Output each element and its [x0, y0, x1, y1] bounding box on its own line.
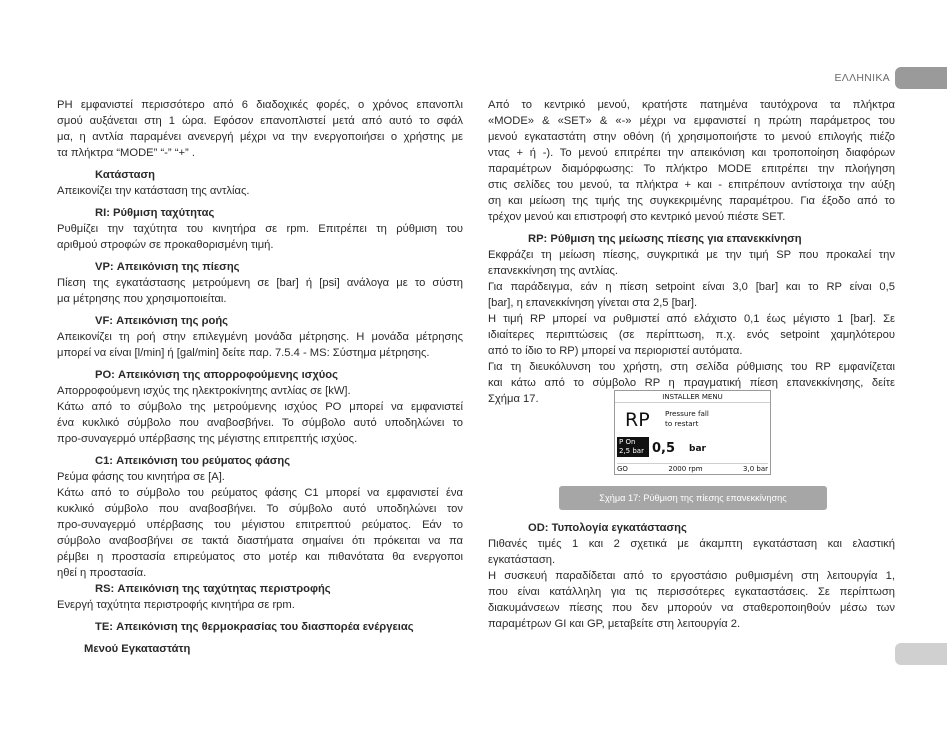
text-line: [bar], η επανεκκίνηση γίνεται στα 2,5 [bar].	[488, 297, 698, 309]
lcd-display-figure	[614, 390, 771, 475]
text-line: Η συσκευή παραδίδεται από το εργοστάσιο ρυθμισμένη στη λειτουργία 1,	[488, 570, 895, 582]
text-line: σμού αυξάνεται στη 1 ώρα. Εφόσον επανοπλιστεί μετά από αυτό το σφάλ	[57, 115, 463, 127]
lcd-status-bar	[617, 463, 768, 473]
page-number-tab	[895, 643, 947, 665]
text-line: μα, η αντλία παραμένει ανενεργή μέχρι να την ενεργοποιήσει ο χρήστης με	[57, 131, 463, 143]
text-line: ιδιαίτερες περιπτώσεις (σε περίπτωση, π.χ. ενός setpoint χαμηλότερου	[488, 329, 895, 341]
lcd-title: INSTALLER MENU	[615, 393, 770, 403]
text-line: από το ίδιο το RP) μπορεί να περιοριστεί αυτόματα.	[488, 345, 743, 357]
text-line: Σχήμα 17.	[488, 393, 539, 405]
language-label: ΕΛΛΗΝΙΚΑ	[834, 72, 890, 84]
text-line: ντας + ή -). Το μενού επιτρέπει την απεικόνιση και τροποποίηση διαφόρων	[488, 147, 895, 159]
section-heading-installer-menu: Μενού Εγκαταστάτη	[84, 643, 191, 655]
text-line: σύμβολο αναβοσβήνει σε τακτά διαστήματα σημαίνει ότι πρόκειται να πα	[57, 535, 463, 547]
lcd-parameter: RP	[625, 409, 650, 431]
section-heading-status: Κατάσταση	[95, 169, 155, 181]
lcd-unit: bar	[689, 444, 706, 454]
lcd-pon-value: 2,5 bar	[619, 447, 644, 455]
text-line: ΡΗ εμφανιστεί περισσότερο από 6 διαδοχικές φορές, ο χρόνος επανοπλι	[57, 99, 463, 111]
section-heading-vp: VP: Απεικόνιση της πίεσης	[95, 261, 240, 273]
text-line: Πίεση της εγκατάστασης μετρούμενη σε [bar] ή [psi] ανάλογα με το σύστη	[57, 277, 463, 289]
section-heading-po: PO: Απεικόνιση της απορροφούμενης ισχύος	[95, 369, 338, 381]
text-line: «MODE» & «SET» & «-» μέχρι να εμφανιστεί η πρώτη παράμετρος του	[488, 115, 895, 127]
section-heading-c1: C1: Απεικόνιση του ρεύματος φάσης	[95, 455, 291, 467]
text-line: ρέμβει η προστασία επιρεύματος στο μοτέρ και πιθανότατα θα ενεργοποι	[57, 551, 463, 563]
text-line: Απεικονίζει την κατάσταση της αντλίας.	[57, 185, 250, 197]
text-line: μπορεί να είναι [l/min] ή [gal/min] δείτε παρ. 7.5.4 - MS: Σύστημα μέτρησης.	[57, 347, 430, 359]
text-line: αριθμού στροφών σε προκαθορισμένη τιμή.	[57, 239, 274, 251]
text-line: Εκφράζει τη μείωση πίεσης, συγκριτικά με την τιμή SP που προκαλεί την	[488, 249, 895, 261]
text-line: Ρεύμα φάσης του κινητήρα σε [A].	[57, 471, 225, 483]
text-line: Ρυθμίζει την ταχύτητα του κινητήρα σε rpm. Επιτρέπει τη ρύθμιση του	[57, 223, 463, 235]
text-line: παραμέτρων διαμόρφωσης: Το πλήκτρο MODE επιτρέπει την πλοήγηση	[488, 163, 895, 175]
figure-caption: Σχήμα 17: Ρύθμιση της πίεσης επανεκκίνησης	[559, 486, 827, 510]
lcd-value: 0,5	[652, 441, 676, 456]
section-heading-vf: VF: Απεικόνιση της ροής	[95, 315, 228, 327]
text-line: τα πλήκτρα “MODE” “-” “+” .	[57, 147, 195, 159]
text-line: τρέχον μενού και επιστροφή στο κεντρικό μενού πιέστε SET.	[488, 211, 786, 223]
text-line: παραμέτρων GI και GP, μεταβείτε στη λειτουργία 2.	[488, 618, 741, 630]
left-column	[57, 97, 463, 657]
text-line: ένα κυκλικό σύμβολο που αναβοσβήνει. Το σύμβολο αυτό υποδηλώνει το	[57, 417, 463, 429]
text-line: επανεκκίνηση της αντλίας.	[488, 265, 618, 277]
text-line: μενού εγκαταστάτη στην οθόνη (ή χρησιμοποιήστε το μενού επιλογής πιέζο	[488, 131, 895, 143]
lcd-pon-label: P On	[619, 438, 636, 446]
text-line: Απεικονίζει τη ροή στην επιλεγμένη μονάδα μέτρησης. Η μονάδα μέτρησης	[57, 331, 463, 343]
text-line: μα μέτρησης που χρησιμοποιείται.	[57, 293, 227, 305]
lcd-status-pressure: 3,0 bar	[743, 465, 768, 473]
text-line: προ-συναγερμό υπέρβασης της μέγιστης επιτρεπτής ισχύος.	[57, 433, 358, 445]
text-line: κυκλικό σύμβολο που αναβοσβήνει. Το σύμβολο αυτό υποδηλώνει τον	[57, 503, 463, 515]
page-tab-marker	[895, 67, 947, 89]
section-heading-ri: RI: Ρύθμιση ταχύτητας	[95, 207, 215, 219]
text-line: ση και μείωση της τιμής της συγκεκριμένης παραμέτρου. Για έξοδο από το	[488, 195, 895, 207]
text-line: Για παράδειγμα, εάν η πίεση setpoint είναι 3,0 [bar] και το RP είναι 0,5	[488, 281, 895, 293]
text-line: διακυμάνσεων πίεσης που δεν μπορούν να σταθεροποιηθούν μέσω των	[488, 602, 895, 614]
lcd-message	[665, 409, 709, 429]
text-line: Κάτω από το σύμβολο της μετρούμενης ισχύος PO μπορεί να εμφανιστεί	[57, 401, 463, 413]
text-line: που είναι κατάλληλη για τις περισσότερες εγκαταστάσεις. Σε περίπτωση	[488, 586, 895, 598]
right-column-lower	[488, 520, 895, 632]
lcd-status-left: GO	[617, 465, 628, 473]
text-line: προ-συναγερμό υπέρβασης του μέγιστου επιτρεπτού ρεύματος. Εάν το	[57, 519, 463, 531]
text-line: Κάτω από το σύμβολο του ρεύματος φάσης C1 μπορεί να εμφανιστεί ένα	[57, 487, 463, 499]
section-heading-od: OD: Τυπολογία εγκατάστασης	[528, 522, 687, 534]
lcd-pon-box	[617, 437, 649, 457]
right-column	[488, 97, 895, 407]
lcd-status-rpm: 2000 rpm	[668, 465, 703, 473]
text-line: και κάτω από το σύμβολο RP η πραγματική πίεση επανεκκίνησης, δείτε	[488, 377, 895, 389]
text-line: ηθεί η προστασία.	[57, 567, 147, 579]
text-line: Η τιμή RP μπορεί να ρυθμιστεί από ελάχιστο 0,1 έως μέγιστο 1 [bar]. Σε	[488, 313, 895, 325]
section-heading-rp: RP: Ρύθμιση της μείωσης πίεσης για επανεκκίνηση	[528, 233, 802, 245]
text-line: Για τη διευκόλυνση του χρήστη, στη σελίδα ρύθμισης του RP εμφανίζεται	[488, 361, 895, 373]
section-heading-rs: RS: Απεικόνιση της ταχύτητας περιστροφής	[95, 583, 331, 595]
text-line: Πιθανές τιμές 1 και 2 σχετικά με άκαμπτη εγκατάσταση και ελαστική	[488, 538, 895, 550]
section-heading-te: TE: Απεικόνιση της θερμοκρασίας του διασπορέα ενέργειας	[95, 621, 414, 633]
lcd-message-line: Pressure fall	[665, 409, 709, 418]
text-line: Από το κεντρικό μενού, κρατήστε πατημένα ταυτόχρονα τα πλήκτρα	[488, 99, 895, 111]
text-line: εγκατάσταση.	[488, 554, 556, 566]
text-line: Απορροφούμενη ισχύς της ηλεκτροκίνητης αντλίας σε [kW].	[57, 385, 351, 397]
text-line: στις σελίδες του μενού, τα πλήκτρα + και - επιτρέπουν αντίστοιχα την αύξη	[488, 179, 895, 191]
text-line: Ενεργή ταχύτητα περιστροφής κινητήρα σε rpm.	[57, 599, 295, 611]
lcd-message-line: to restart	[665, 419, 699, 428]
